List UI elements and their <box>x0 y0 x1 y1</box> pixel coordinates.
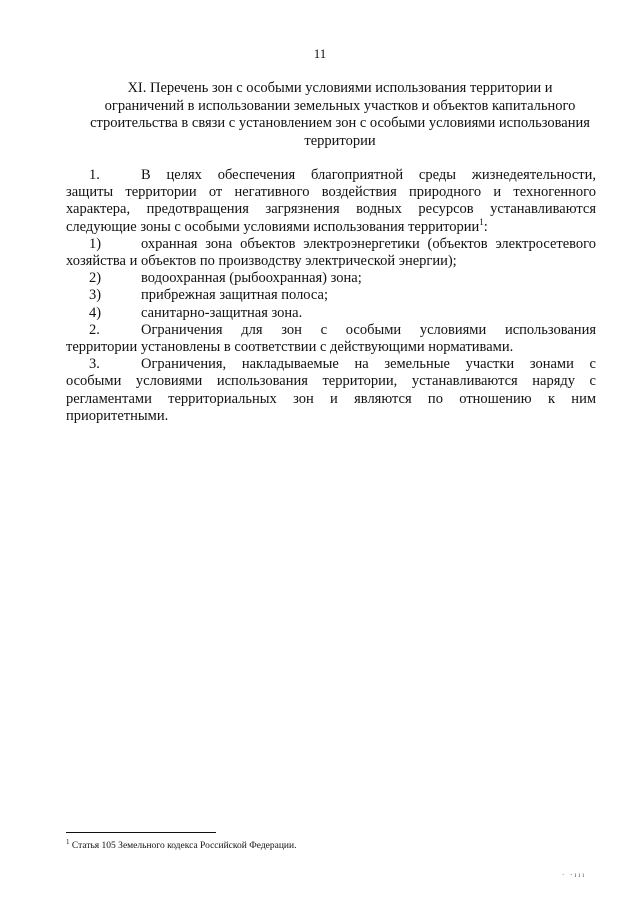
heading-line: территории <box>304 132 376 149</box>
paragraph-line: 1. В целях обеспечения благоприятной среды жизнедеятельности, <box>66 167 596 184</box>
footnote-text: Статья 105 Земельного кодекса Российской Федерации. <box>71 841 297 851</box>
list-line: 3) прибрежная защитная полоса; <box>66 287 596 304</box>
list-number: 1) <box>89 235 102 252</box>
list-number: 3) <box>89 287 102 304</box>
list-line: хозяйства и объектов по производству электрической энергии); <box>66 253 457 270</box>
list-item <box>66 287 596 304</box>
footnote-reference[interactable]: 1 <box>479 216 484 227</box>
footnote <box>66 837 297 852</box>
page-number: 11 <box>313 46 327 61</box>
list-item <box>66 236 596 270</box>
paragraph-number: 1. <box>89 167 100 183</box>
list-line: 2) водоохранная (рыбоохранная) зона; <box>66 270 596 287</box>
list-item <box>66 270 596 287</box>
paragraph-line: характера, предотвращения загрязнения водных ресурсов устанавливаются <box>66 201 596 218</box>
paragraph-line: 2. Ограничения для зон с особыми условиями использования <box>66 322 596 339</box>
list-item <box>66 305 596 322</box>
paragraph-number: 2. <box>89 321 100 338</box>
paragraph-line: территории установлены в соответствии с действующими нормативами. <box>66 339 514 356</box>
paragraph-line: особыми условиями использования территории, устанавливаются наряду с <box>66 373 596 390</box>
list-number: 4) <box>89 304 102 321</box>
paragraph-number: 3. <box>89 356 100 373</box>
paragraph-line: регламентами территориальных зон и являются по отношению к ним <box>66 390 596 407</box>
paragraph-line: приоритетными. <box>66 407 169 424</box>
heading-line: XI. Перечень зон с особыми условиями использования территории и <box>127 80 553 96</box>
footnote-marker: 1 <box>66 837 70 846</box>
list-line: 4) санитарно-защитная зона. <box>66 305 596 322</box>
section-heading <box>80 80 600 150</box>
paragraph-3 <box>66 356 596 425</box>
paragraph-line: защиты территории от негативного воздействия природного и техногенного <box>66 184 596 201</box>
paragraph-2 <box>66 322 596 356</box>
footnote-divider <box>66 832 216 833</box>
paragraph-line: следующие зоны с особыми условиями использования территории$^1$: <box>66 216 488 235</box>
heading-line: строительства в связи с установлением зон с особыми условиями использования <box>90 115 590 131</box>
paragraph-line: 3. Ограничения, накладываемые на земельные участки зонами с <box>66 356 596 373</box>
list-line: 1) охранная зона объектов электроэнергетики (объектов электросетевого <box>66 236 596 253</box>
list-number: 2) <box>89 270 102 287</box>
corner-marks: · ·ııı <box>562 871 587 879</box>
document-body <box>66 167 596 425</box>
paragraph-1 <box>66 167 596 236</box>
heading-line: ограничений в использовании земельных участков и объектов капитального <box>104 97 576 114</box>
